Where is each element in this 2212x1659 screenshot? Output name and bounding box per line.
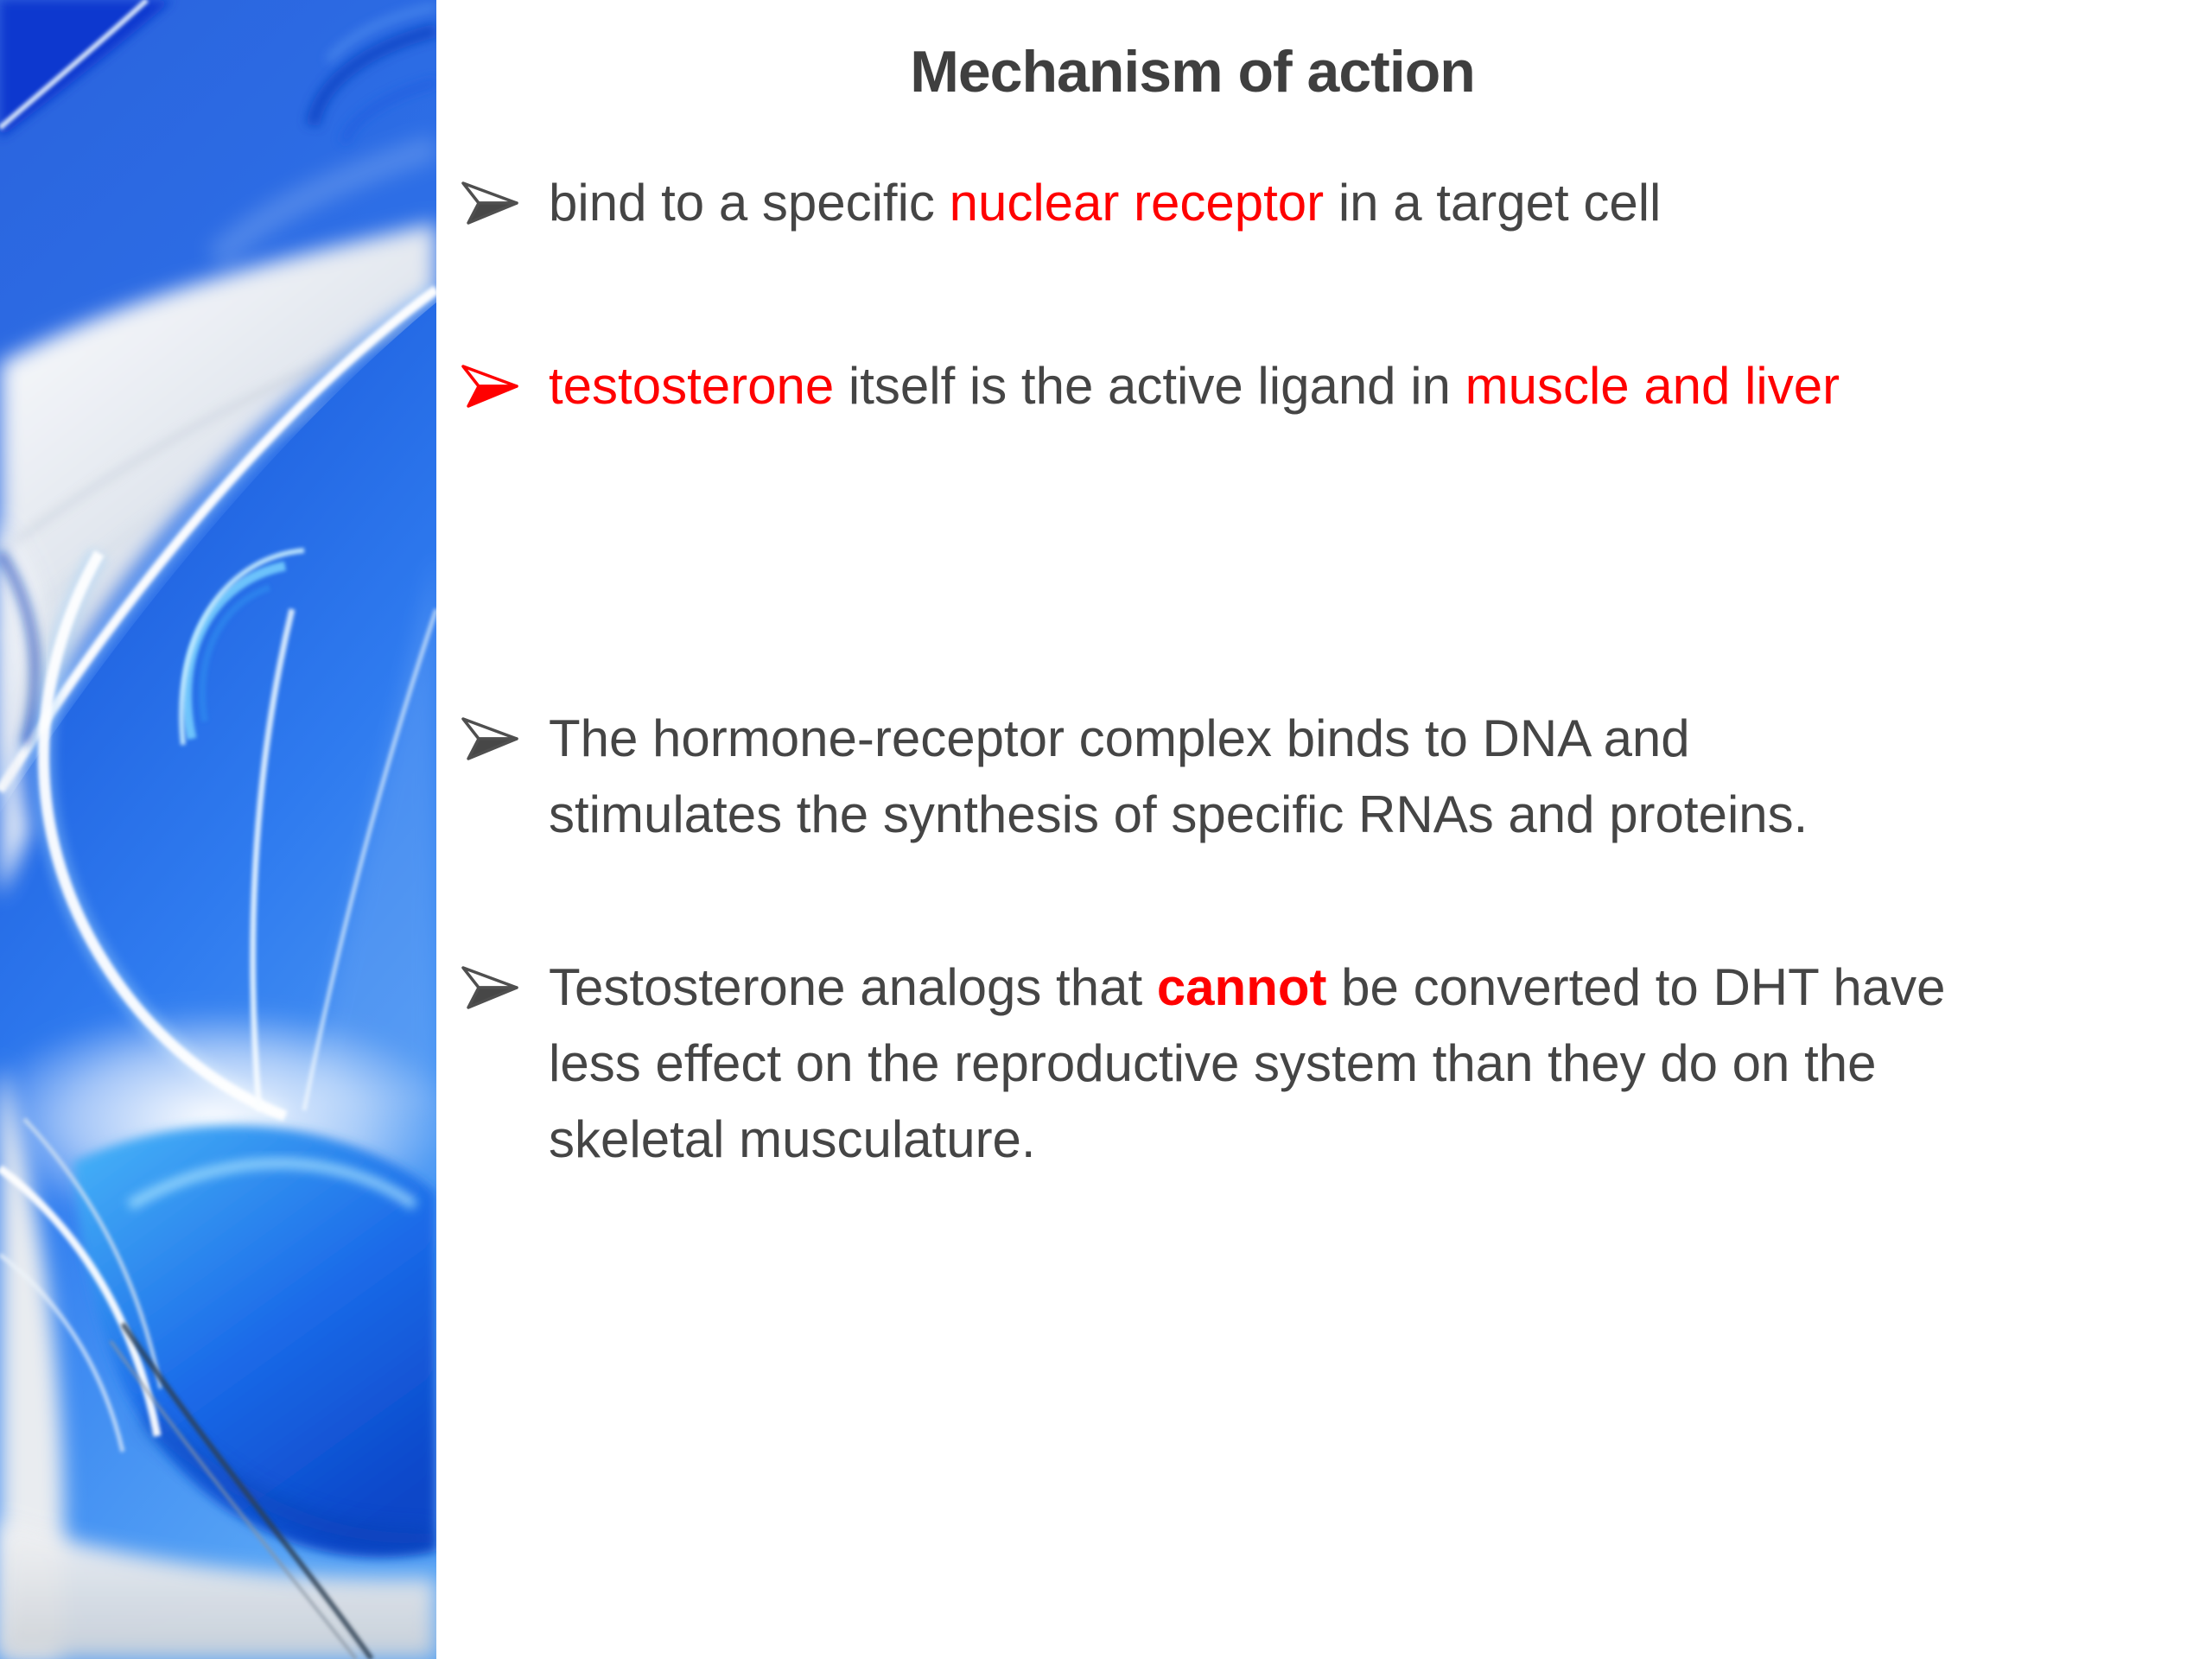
bullet-line (549, 701, 1808, 777)
text-segment: The hormone-receptor complex binds to DNA and (549, 709, 1690, 767)
text-segment: cannot (1156, 958, 1327, 1016)
text-segment: muscle and liver (1465, 357, 1840, 415)
slide-title: Mechanism of action (910, 39, 1475, 105)
bullet-text (549, 701, 1808, 853)
text-segment: nuclear receptor (949, 174, 1325, 232)
bullet-item (461, 348, 1840, 424)
bullet-item (461, 950, 1945, 1178)
text-segment: Testosterone analogs that (549, 958, 1157, 1016)
abstract-blue-swirl-graphic (0, 0, 436, 1659)
bullet-text (549, 165, 1661, 241)
bullet-line (549, 777, 1808, 853)
bullet-text (549, 950, 1945, 1178)
text-segment: itself is the active ligand in (834, 357, 1465, 415)
text-segment: skeletal musculature. (549, 1110, 1036, 1168)
bullet-arrow-icon (461, 716, 519, 761)
text-segment: bind to a specific (549, 174, 950, 232)
text-segment: testosterone (549, 357, 835, 415)
bullet-line (549, 165, 1661, 241)
bullet-line (549, 950, 1945, 1026)
text-segment: in a target cell (1324, 174, 1662, 232)
text-segment: be converted to DHT have (1326, 958, 1946, 1016)
bullet-item (461, 701, 1808, 853)
bullet-line (549, 1102, 1945, 1178)
decorative-sidebar-image (0, 0, 436, 1659)
bullet-arrow-icon (461, 364, 519, 409)
bullet-arrow-icon (461, 965, 519, 1010)
text-segment: less effect on the reproductive system than they do on the (549, 1034, 1877, 1092)
bullet-line (549, 348, 1840, 424)
bullet-text (549, 348, 1840, 424)
bullet-arrow-icon (461, 181, 519, 226)
bullet-item (461, 165, 1661, 241)
text-segment: stimulates the synthesis of specific RNAs and proteins. (549, 785, 1808, 843)
bullet-line (549, 1026, 1945, 1102)
